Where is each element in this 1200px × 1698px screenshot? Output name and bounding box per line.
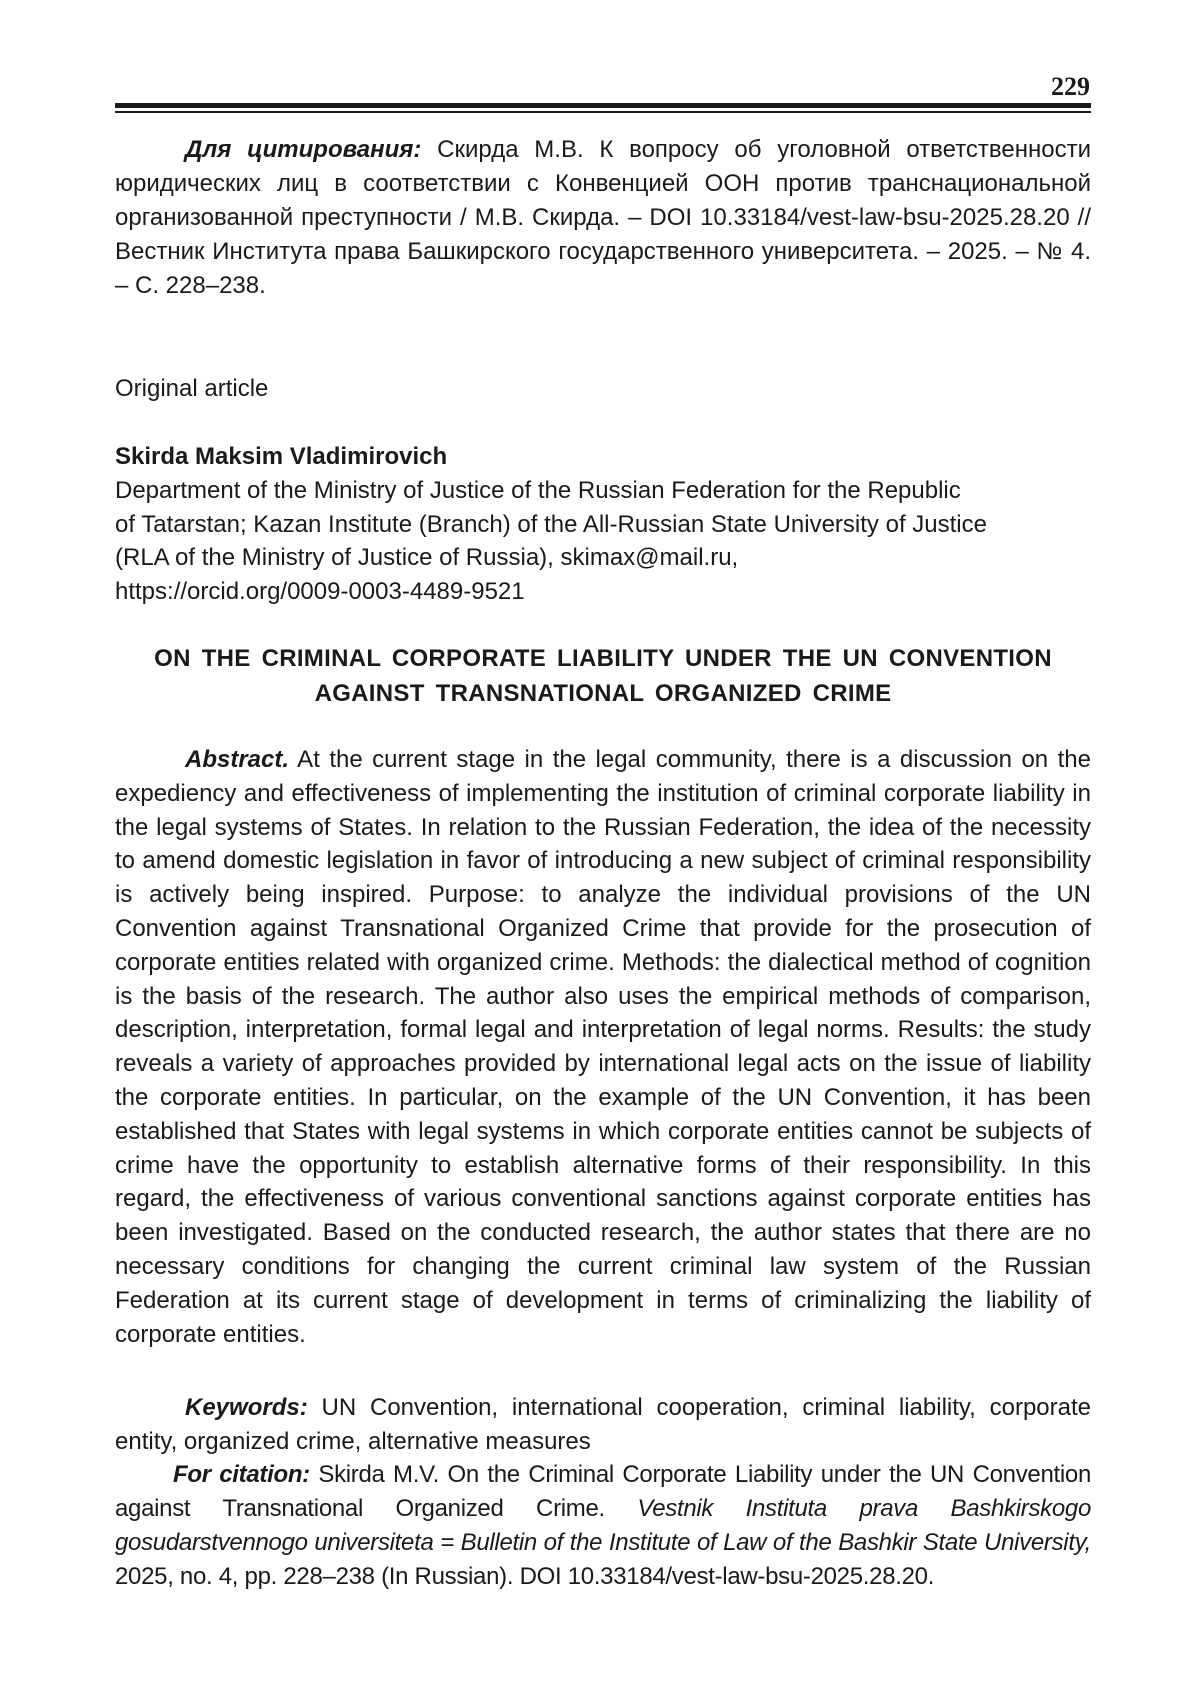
- citation-en-text: Skirda M.V. On the Criminal Corporate Liability under the UN Convention against Transnational Organized Crime.: [115, 1461, 1091, 1522]
- header-rule-thin: [115, 111, 1091, 113]
- keywords: [115, 1391, 1091, 1459]
- author-affiliation: [115, 474, 1075, 608]
- affiliation-line: (RLA of the Ministry of Justice of Russia), skimax@mail.ru,: [115, 544, 739, 571]
- page-number: 229: [1051, 72, 1090, 101]
- orcid-line: https://orcid.org/0009-0003-4489-9521: [115, 577, 525, 605]
- citation-en: [115, 1458, 1091, 1594]
- abstract: [115, 743, 1091, 1351]
- citation-ru-label: Для цитирования:: [185, 136, 422, 163]
- affiliation-line: Department of the Ministry of Justice of the Russian Federation for the Republic: [115, 477, 961, 504]
- article-title: [115, 641, 1091, 711]
- header-rule-thick: [115, 103, 1091, 108]
- keywords-label: Keywords:: [185, 1394, 308, 1421]
- title-line: AGAINST TRANSNATIONAL ORGANIZED CRIME: [314, 680, 892, 707]
- citation-ru-text: Скирда М.В. К вопросу об уголовной ответственности юридических лиц в соответствии с Конвенцией ООН против транснациональной организованной преступности / М.В. Скирда. – DOI 10.33184/vest-law-bsu-2025.28.20 // Вестник Института права Башкирского государственного университета. – 2025. – № 4. – С. 228–238.: [115, 136, 1092, 299]
- citation-ru: [115, 133, 1091, 303]
- article-type: Original article: [115, 375, 269, 402]
- author-name: Skirda Maksim Vladimirovich: [115, 443, 448, 470]
- citation-en-details: 2025, no. 4, pp. 228–238 (In Russian). DOI 10.33184/vest-law-bsu-2025.28.20.: [115, 1563, 935, 1590]
- title-line: ON THE CRIMINAL CORPORATE LIABILITY UNDER THE UN CONVENTION: [154, 645, 1052, 672]
- citation-en-journal: Vestnik Instituta prava Bashkirskogo gosudarstvennogo universiteta = Bulletin of the Institute of Law of the Bashkir State University,: [115, 1495, 1091, 1556]
- keywords-text: UN Convention, international cooperation, criminal liability, corporate entity, organized crime, alternative measures: [115, 1394, 1091, 1455]
- citation-en-label: For citation:: [173, 1461, 310, 1488]
- affiliation-line: of Tatarstan; Kazan Institute (Branch) of the All-Russian State University of Justice: [115, 510, 987, 538]
- abstract-label: Abstract.: [185, 746, 290, 773]
- abstract-text: At the current stage in the legal community, there is a discussion on the expediency and effectiveness of implementing the institution of criminal corporate liability in the legal systems of States. In relation to the Russian Federation, the idea of the necessity to amend domestic legislation in favor of introducing a new subject of criminal responsibility is actively being inspired. Purpose: to analyze the individual provisions of the UN Convention against Transnational Organized Crime that provide for the prosecution of corporate entities related with organized crime. Methods: the dialectical method of cognition is the basis of the research. The author also uses the empirical methods of comparison, description, interpretation, formal legal and interpretation of legal norms. Results: the study reveals a variety of approaches provided by international legal acts on the issue of liability the corporate entities. In particular, on the example of the UN Convention, it has been established that States with legal systems in which corporate entities cannot be subjects of crime have the opportunity to establish alternative forms of their responsibility. In this regard, the effectiveness of various conventional sanctions against corporate entities has been investigated. Based on the conducted research, the author states that there are no necessary conditions for changing the current criminal law system of the Russian Federation at its current stage of development in terms of criminalizing the liability of corporate entities.: [115, 746, 1091, 1348]
